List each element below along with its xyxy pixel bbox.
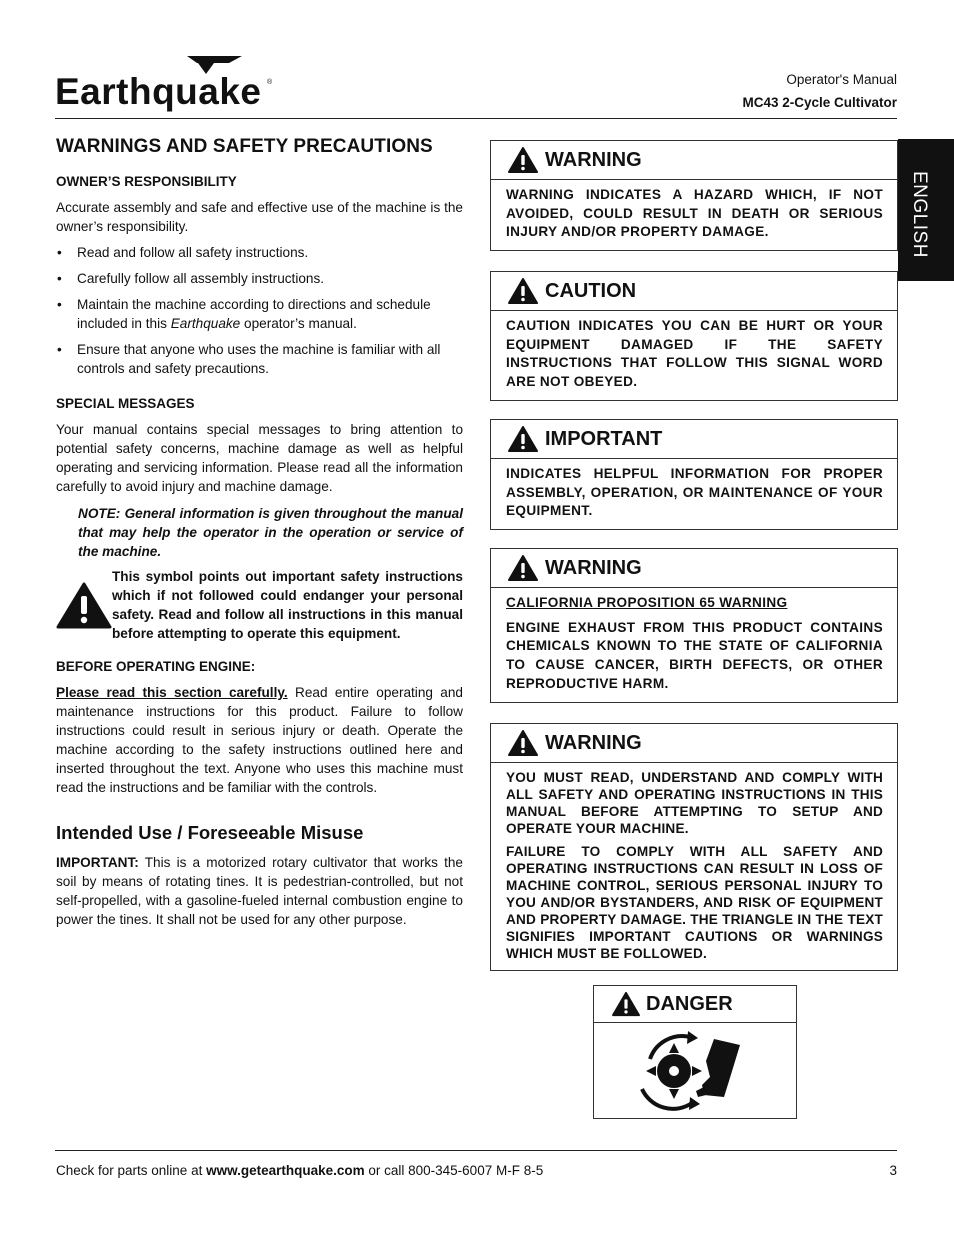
warning-triangle-icon — [508, 425, 538, 453]
rotating-tines-hand-hazard-icon — [632, 1031, 750, 1113]
warning-text: WARNING INDICATES A HAZARD WHICH, IF NOT AVOIDED, COULD RESULT IN DEATH OR SERIOUS INJURY AND/OR PROPERTY DAMAGE. — [506, 187, 883, 240]
footer-divider — [55, 1150, 897, 1151]
header-info — [742, 68, 897, 114]
owners-heading: OWNER’S RESPONSIBILITY — [56, 174, 237, 189]
prop65-text: ENGINE EXHAUST FROM THIS PRODUCT CONTAINS CHEMICALS KNOWN TO THE STATE OF CALIFORNIA TO CAUSE CANCER, BIRTH DEFECTS, OR OTHER REPRODUCTIVE HARM. — [506, 619, 883, 691]
prop65-header: WARNING — [491, 549, 897, 588]
note-text: NOTE: General information is given throughout the manual that may help the operator in the operation or service of the machine. — [78, 506, 463, 559]
header-divider — [55, 118, 897, 119]
compliance-warning-box — [490, 723, 898, 971]
compliance-text-2: FAILURE TO COMPLY WITH ALL SAFETY AND OPERATING INSTRUCTIONS CAN RESULT IN LOSS OF MACHINE CONTROL, SERIOUS PERSONAL INJURY TO YOU AND/OR BYSTANDERS, AND RISK OF EQUIPMENT AND PROPERTY DAMAGE. THE TRIANGLE IN THE TEXT SIGNIFIES IMPORTANT CAUTIONS OR WARNINGS WHICH MUST BE FOLLOWED. — [506, 844, 883, 961]
important-text: INDICATES HELPFUL INFORMATION FOR PROPER ASSEMBLY, OPERATION, OR MAINTENANCE OF YOUR EQUIPMENT. — [506, 466, 883, 519]
caution-text: CAUTION INDICATES YOU CAN BE HURT OR YOUR EQUIPMENT DAMAGED IF THE SAFETY INSTRUCTIONS THAT FOLLOW THIS SIGNAL WORD ARE NOT OBEYED. — [506, 318, 883, 390]
safety-symbol-row — [56, 567, 463, 643]
danger-box — [593, 985, 797, 1119]
page-number: 3 — [889, 1163, 897, 1178]
svg-text:Earthquake: Earthquake — [55, 71, 262, 112]
compliance-text-1: YOU MUST READ, UNDERSTAND AND COMPLY WITH ALL SAFETY AND OPERATING INSTRUCTIONS IN THIS MANUAL BEFORE ATTEMPTING TO SETUP AND OPERATE YOUR MACHINE. — [506, 770, 883, 836]
left-column — [56, 137, 463, 936]
footer-text: Check for parts online at www.getearthquake.com or call 800-345-6007 M-F 8-5 — [56, 1163, 544, 1178]
prop65-subhead: CALIFORNIA PROPOSITION 65 WARNING — [506, 595, 788, 610]
warning-triangle-icon — [508, 554, 538, 582]
warning-triangle-icon — [612, 991, 640, 1017]
owners-list — [56, 243, 463, 378]
language-tab: ENGLISH — [898, 139, 954, 281]
intended-heading: Intended Use / Foreseeable Misuse — [56, 822, 364, 843]
before-text: Please read this section carefully. Read entire operating and maintenance instructions for this product. Failure to follow instructions could result in serious injury or death. Operate the machine according to the safety instructions outlined here and inserted throughout the text. Anyone who uses this machine must read the instructions and be familiar with the controls. — [56, 685, 463, 795]
svg-text:®: ® — [267, 79, 273, 86]
intended-text: IMPORTANT: This is a motorized rotary cultivator that works the soil by means of rotating tines. It is pedestrian-controlled, but not self-propelled, with a gasoline-fueled internal combustion engine to power the tines. It shall not be used for any other purpose. — [56, 855, 463, 927]
doc-type: Operator's Manual — [786, 72, 897, 87]
before-heading: BEFORE OPERATING ENGINE: — [56, 659, 256, 674]
important-box — [490, 419, 898, 530]
danger-header: DANGER — [594, 986, 796, 1023]
compliance-header: WARNING — [491, 724, 897, 763]
warning-box — [490, 140, 898, 251]
list-item: • Maintain the machine according to directions and schedule included in this Earthquake operator’s manual. — [56, 295, 463, 333]
caution-box — [490, 271, 898, 401]
owners-intro: Accurate assembly and safe and effective use of the machine is the owner’s responsibility. — [56, 200, 463, 234]
warning-triangle-icon — [508, 277, 538, 305]
caution-header: CAUTION — [491, 272, 897, 311]
important-header: IMPORTANT — [491, 420, 897, 459]
warning-header: WARNING — [491, 141, 897, 180]
special-heading: SPECIAL MESSAGES — [56, 396, 195, 411]
parts-link[interactable]: www.getearthquake.com — [206, 1163, 365, 1178]
special-text: Your manual contains special messages to bring attention to potential safety concerns, machine damage as well as helpful operating and servicing information. Please read all the information carefully to avoid injury and machine damage. — [56, 422, 463, 494]
warning-triangle-icon — [508, 729, 538, 757]
symbol-text: This symbol points out important safety instructions which if not followed could endanger your personal safety. Read and follow all instructions in this manual before attempting to operate this equipment. — [112, 569, 463, 641]
page-title: WARNINGS AND SAFETY PRECAUTIONS — [56, 136, 433, 157]
earthquake-logo — [55, 54, 277, 114]
list-item: • Read and follow all safety instructions. — [56, 243, 463, 262]
warning-triangle-icon — [508, 146, 538, 174]
list-item: • Ensure that anyone who uses the machine is familiar with all controls and safety precautions. — [56, 340, 463, 378]
prop65-warning-box — [490, 548, 898, 703]
model-name: MC43 2-Cycle Cultivator — [742, 95, 897, 110]
warning-triangle-icon — [56, 581, 112, 629]
list-item: • Carefully follow all assembly instructions. — [56, 269, 463, 288]
